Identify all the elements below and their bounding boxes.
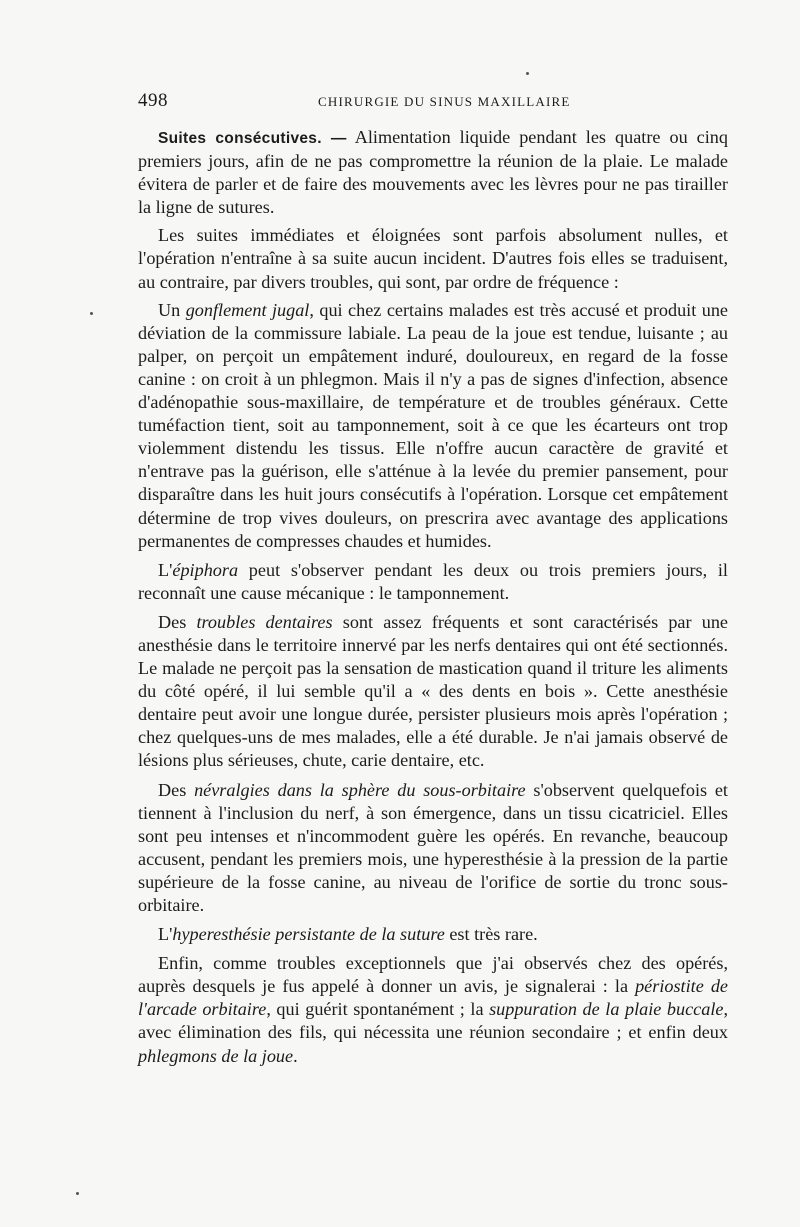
paragraph-troubles-exceptionnels: [138, 952, 728, 1067]
paragraph-suites-consecutives: [138, 126, 728, 219]
page-header: [138, 90, 738, 114]
paragraph-text: , qui guérit spontanément ; la: [266, 999, 490, 1020]
italic-term: troubles dentaires: [196, 611, 333, 632]
paragraph-text: est très rare.: [444, 924, 538, 945]
paragraph-lead: Enfin, comme troubles exceptionnels que j'ai observés chez des opérés, auprès desquels je fus appelé à donner un avis, je signalerai : la: [138, 953, 728, 997]
paragraph-nevralgies: [138, 779, 728, 918]
paragraph-gonflement-jugal: [138, 299, 728, 553]
italic-term: névralgies dans la sphère du sous-orbitaire: [194, 779, 526, 800]
paragraph-hyperesthesie: [138, 923, 728, 946]
paragraph-lead: Des: [158, 611, 197, 632]
paragraph-text: , avec élimination des fils, qui nécessita une réunion secondaire ; et enfin deux: [138, 999, 729, 1043]
print-speck: [76, 1192, 79, 1195]
print-speck: [90, 312, 93, 315]
paragraph-text: sont assez fréquents et sont caractérisés par une anesthésie dans le territoire innervé par les nerfs dentaires qui ont été sectionnés. Le malade ne perçoit pas la sensation de mastication quand il triture les aliments du côté opéré, il lui semble qu'il a « des dents en bois ». Cette anesthésie dentaire peut avoir une longue durée, persister plusieurs mois après l'opération ; chez quelques-uns de mes malades, elle a été durable. Je n'ai jamais observé de lésions plus sérieuses, chute, carie dentaire, etc.: [138, 611, 728, 771]
running-title: CHIRURGIE DU SINUS MAXILLAIRE: [318, 94, 571, 109]
paragraph-epiphora: [138, 559, 728, 605]
italic-term: gonflement jugal: [185, 299, 310, 320]
paragraph-text: Alimentation liquide pendant les quatre ou cinq premiers jours, afin de ne pas compromettre la réunion de la plaie. Le malade évitera de parler et de faire des mouvements avec les lèvres pour ne pas tirailler la ligne de sutures.: [138, 127, 728, 218]
italic-term: épiphora: [172, 559, 239, 580]
paragraph-lead: Un: [158, 299, 186, 320]
paragraph-suites-immediates: [138, 224, 728, 293]
italic-term: hyperesthésie persistante de la suture: [172, 924, 445, 945]
italic-term: périostite de l'arcade orbitaire: [138, 976, 728, 1020]
body-text: [138, 126, 728, 1074]
italic-term: suppuration de la plaie buccale: [489, 999, 724, 1020]
paragraph-lead: L': [158, 924, 173, 945]
paragraph-text: , qui chez certains malades est très accusé et produit une déviation de la commissure labiale. La peau de la joue est tendue, luisante ; au palper, on perçoit un empâtement induré, douloureux, en regard de la fosse canine : on croit à un phlegmon. Mais il n'y a pas de signes d'infection, absence d'adénopathie sous-maxillaire, de température et de troubles généraux. Cette tuméfaction tient, soit au tamponnement, soit à ce que les écarteurs ont trop violemment distendu les tissus. Elle n'offre aucun caractère de gravité et n'entrave pas la guérison, elle s'atténue à la levée du premier pansement, pour disparaître dans les huit jours consécutifs à l'opération. Lorsque cet empâtement détermine de trop vives douleurs, on prescrira avec avantage des applications permanentes de compresses chaudes et humides.: [138, 299, 729, 551]
paragraph-lead: L': [158, 559, 173, 580]
paragraph-text: Les suites immédiates et éloignées sont parfois absolument nulles, et l'opération n'entraîne à sa suite aucun incident. D'autres fois elles se traduisent, au contraire, par divers troubles, qui sont, par ordre de fréquence :: [138, 225, 728, 292]
paragraph-lead: Des: [158, 779, 195, 800]
paragraph-text: .: [293, 1045, 298, 1066]
section-heading: Suites consécutives. —: [158, 130, 347, 147]
italic-term: phlegmons de la joue: [138, 1045, 294, 1066]
paragraph-troubles-dentaires: [138, 611, 728, 773]
paragraph-text: s'observent quelquefois et tiennent à l'inclusion du nerf, à son émergence, dans un tissu cicatriciel. Elles sont peu intenses et n'incommodent guère les opérés. En revanche, beaucoup accusent, pendant les premiers mois, une hyperesthésie à la pression de la partie supérieure de la fosse canine, au niveau de l'orifice de sortie du tronc sous-orbitaire.: [138, 779, 728, 915]
page-number: 498: [138, 90, 168, 111]
print-speck: [526, 72, 529, 75]
paragraph-text: peut s'observer pendant les deux ou trois premiers jours, il reconnaît une cause mécanique : le tamponnement.: [138, 559, 728, 603]
